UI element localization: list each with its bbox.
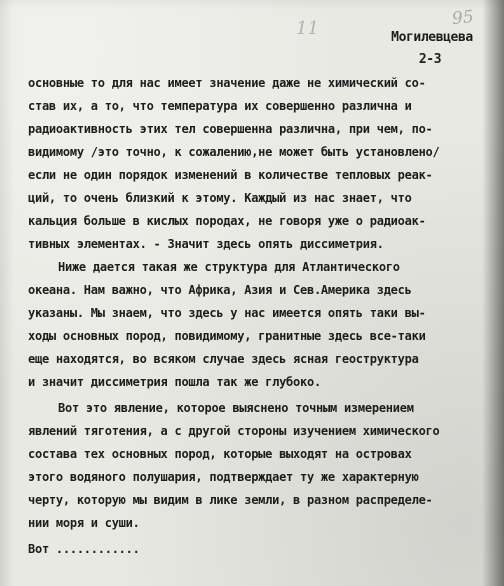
text-line: видимому /это точно, к сожалению,не может быть установлено/ (28, 145, 440, 159)
text-line: если не один порядок изменений в количестве тепловых реак- (28, 168, 433, 182)
text-line: нии моря и суши. (28, 516, 140, 530)
text-line: и значит диссиметрия пошла так же глубоко. (28, 375, 321, 389)
body-text (28, 72, 490, 561)
text-line: став их, а то, что температура их совершенно различна и (28, 99, 412, 113)
text-line: основные то для нас имеет значение даже не химический со- (28, 76, 426, 90)
text-line: кальция больше в кислых породах, не говоря уже о радиоак- (28, 214, 426, 228)
text-line: радиоактивность этих тел совершенна различна, при чем, по- (28, 122, 433, 136)
text-line: Вот это явление, которое выяснено точным измерением (58, 401, 414, 415)
text-line: Ниже дается такая же структура для Атлантического (58, 260, 400, 274)
text-line: состава тех основных пород, которые выходят на островах (28, 447, 412, 461)
text-line: Вот ............ (28, 542, 140, 556)
text-line: черту, которую мы видим в лике земли, в разном распределе- (28, 493, 433, 507)
text-line: ходы основных пород, повидимому, гранитные здесь все-таки (28, 329, 426, 343)
page-number: 2-3 (418, 52, 442, 67)
pencil-mark: 11 (296, 18, 319, 39)
text-line: ций, то очень близкий к этому. Каждый из нас знает, что (28, 191, 412, 205)
text-line: тивных элементах. - Значит здесь опять диссиметрия. (28, 237, 384, 251)
text-line: явлений тяготения, а с другой стороны изучением химического (28, 424, 440, 438)
text-line: океана. Нам важно, что Африка, Азия и Сев.Америка здесь (28, 283, 412, 297)
author-name: Могилевцева (391, 30, 473, 45)
text-line: указаны. Мы знаем, что здесь у нас имеется опять таки вы- (28, 306, 426, 320)
archive-page-number: 95 (451, 6, 475, 30)
text-line: этого водяного полушария, подтверждает ту же характерную (28, 470, 419, 484)
text-line: еще находятся, во всяком случае здесь ясная геоструктура (28, 352, 419, 366)
